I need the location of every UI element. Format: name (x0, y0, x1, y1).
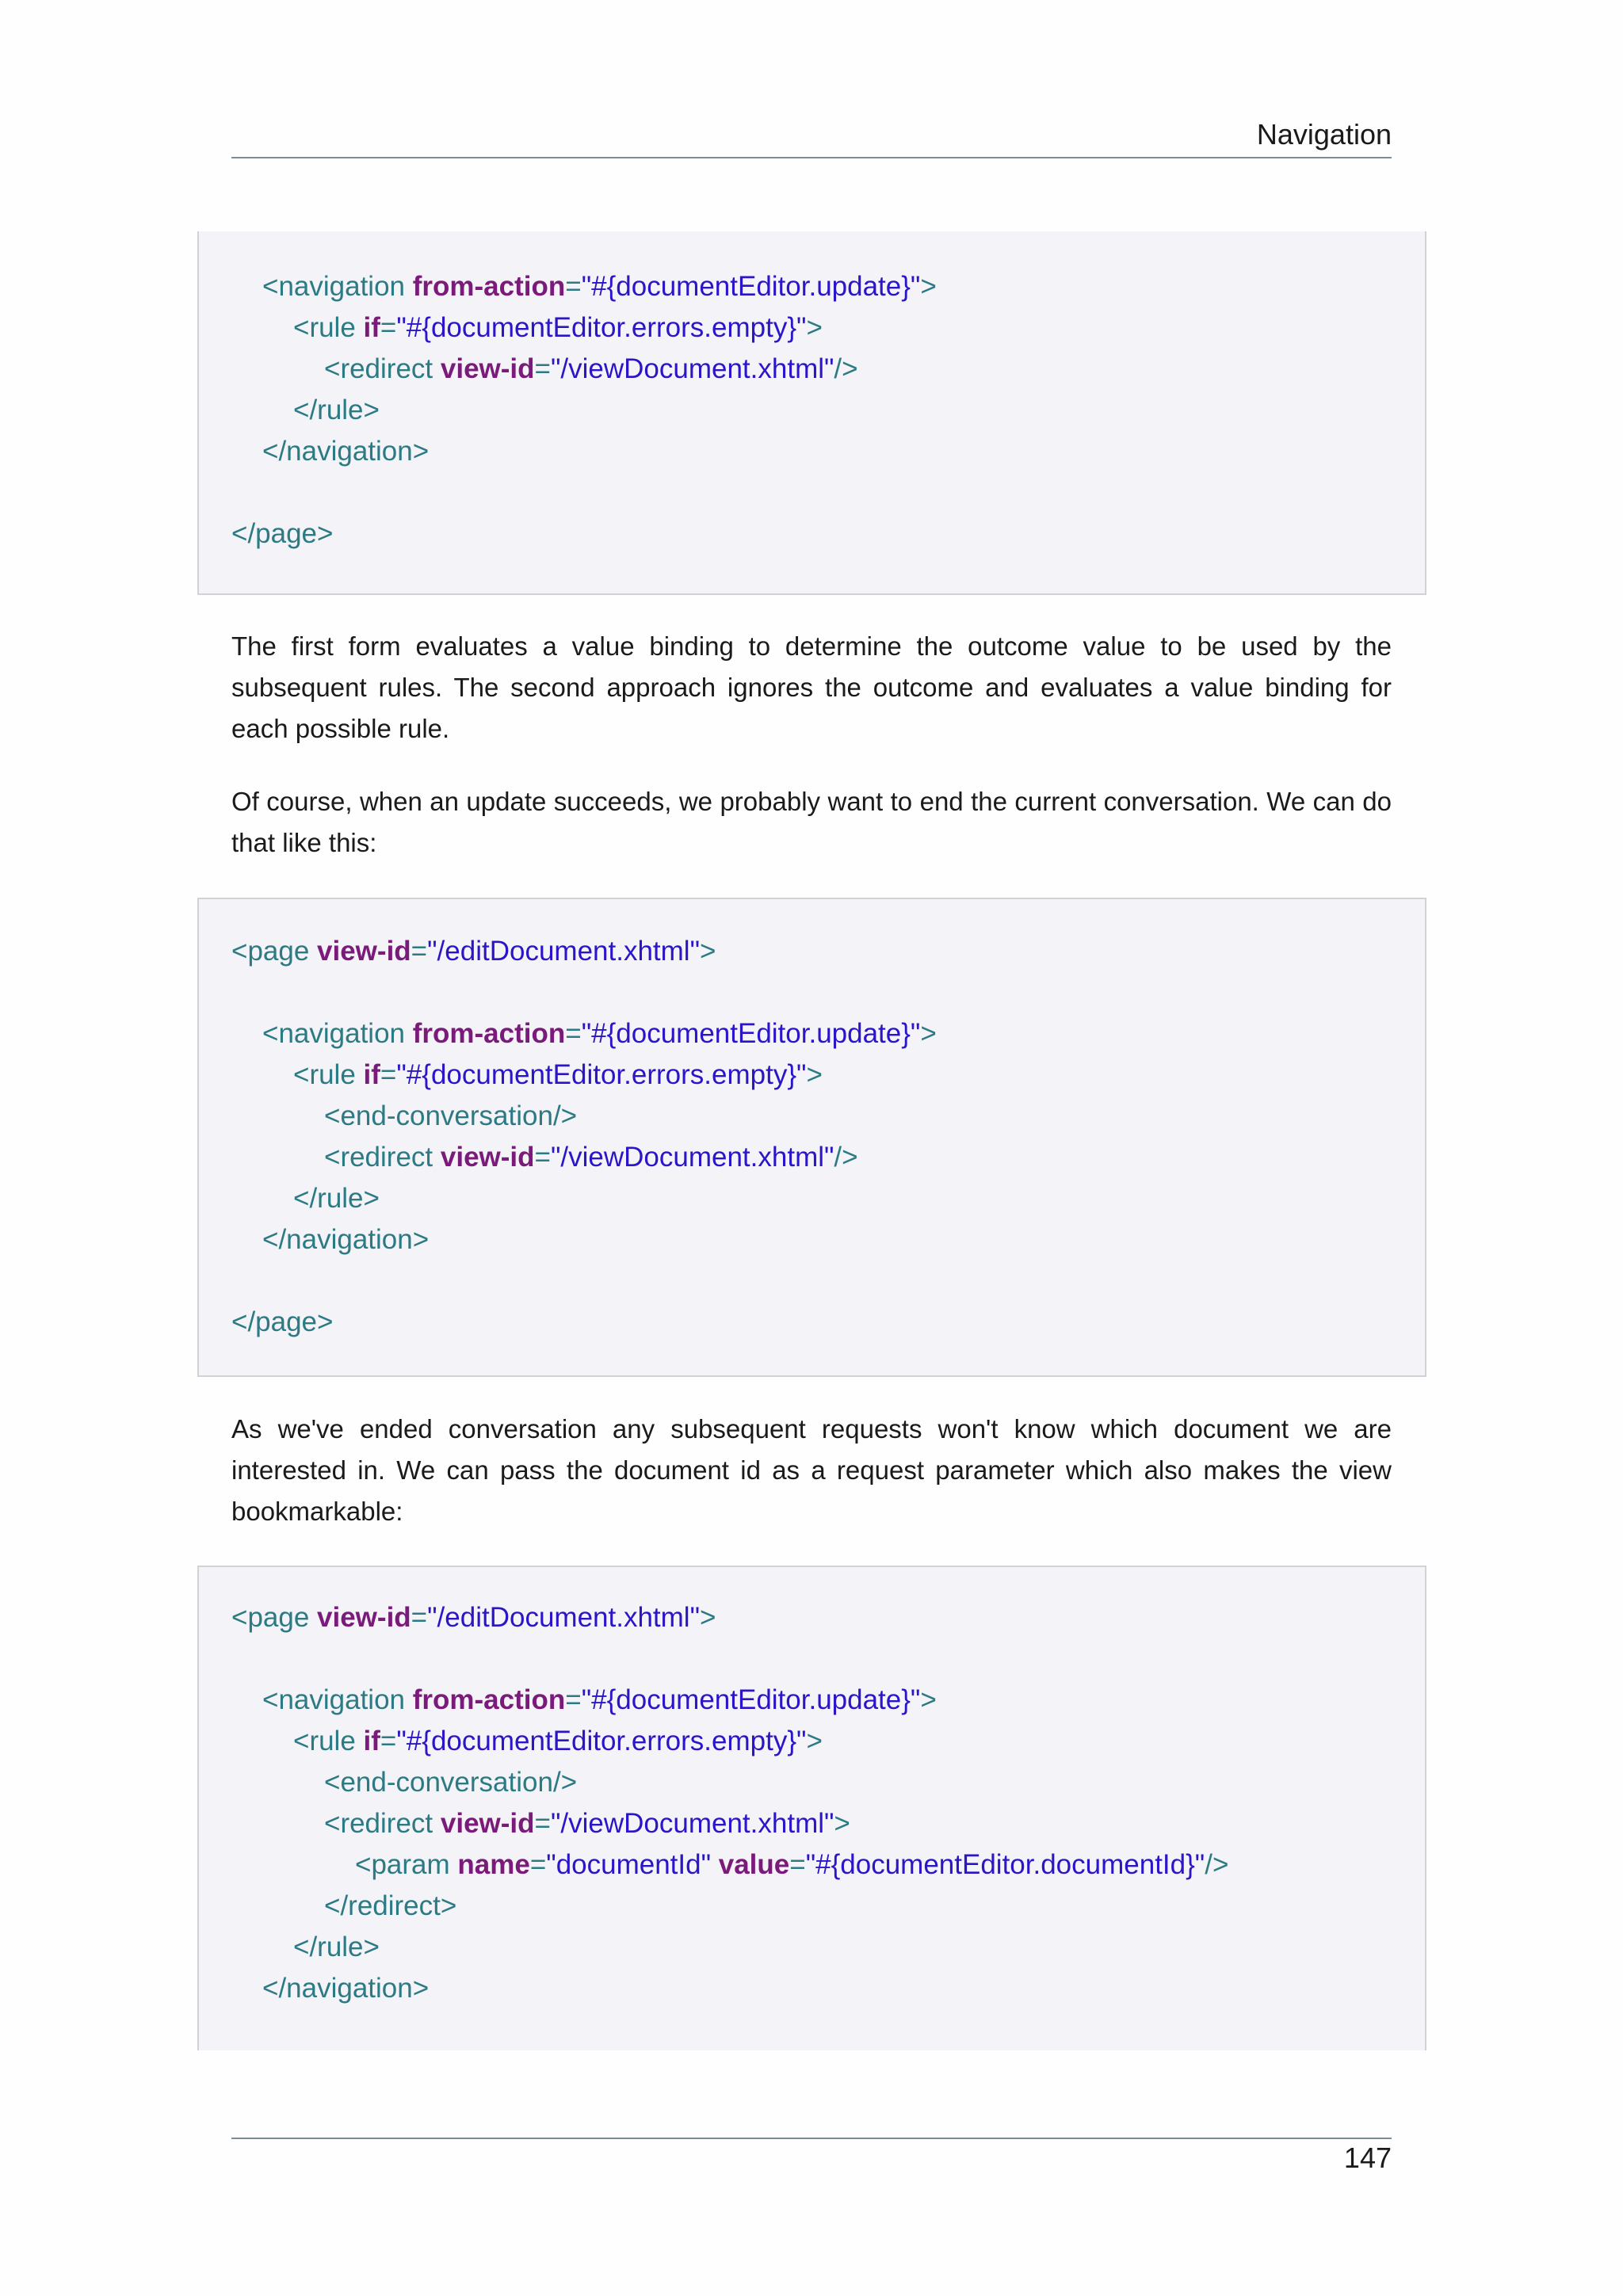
code-token-tag: <navigation (262, 1018, 413, 1049)
code-token-eq: = (534, 1808, 551, 1839)
footer-rule (231, 2138, 1392, 2139)
code-token-tag: > (806, 312, 823, 343)
code-token-attr: if (363, 312, 380, 343)
code-token-attr: if (363, 1059, 380, 1090)
code-line (324, 1889, 456, 1924)
code-line (293, 393, 380, 428)
code-token-eq: = (565, 1684, 582, 1715)
code-line (262, 434, 429, 469)
code-token-tag: /> (834, 353, 858, 384)
code-token-val: "documentId" (546, 1849, 712, 1880)
code-token-val: "/editDocument.xhtml" (427, 936, 700, 967)
code-token-attr: from-action (412, 1018, 566, 1049)
code-line (262, 1683, 937, 1718)
code-line (324, 1765, 577, 1800)
header-rule (231, 157, 1392, 158)
code-token-attr: view-id (440, 1808, 535, 1839)
code-token-attr: from-action (412, 271, 566, 302)
code-token-tag: > (920, 271, 937, 302)
code-token-tag: <param (355, 1849, 458, 1880)
code-token-attr: name (457, 1849, 530, 1880)
code-token-tag: > (834, 1808, 850, 1839)
code-token-tag: </rule> (293, 395, 380, 425)
code-token-tag: <redirect (324, 353, 441, 384)
code-token-eq: = (565, 1018, 582, 1049)
running-header-title: Navigation (1256, 118, 1392, 151)
code-token-tag: <rule (293, 1726, 364, 1756)
code-token-val: "/viewDocument.xhtml" (550, 353, 834, 384)
code-token-attr: view-id (440, 1142, 535, 1173)
code-token-val: "#{documentEditor.update}" (581, 271, 921, 302)
body-paragraph-1: The first form evaluates a value binding to determine the outcome value to be used by the subsequent rules. The second approach ignores the outcome and evaluates a value binding for each possible rule. (231, 631, 1392, 743)
code-line (262, 269, 937, 304)
code-line (262, 1971, 429, 2006)
code-token-tag: </page> (231, 1306, 334, 1337)
code-token-attr: view-id (317, 936, 411, 967)
code-token-eq: = (380, 1726, 397, 1756)
code-token-eq: = (534, 1142, 551, 1173)
code-token-eq: = (411, 1602, 428, 1633)
page-number: 147 (1343, 2142, 1392, 2174)
code-line (324, 1806, 850, 1841)
code-token-val: "#{documentEditor.documentId}" (805, 1849, 1205, 1880)
code-token-tag: > (700, 1602, 716, 1633)
body-paragraph-3: As we've ended conversation any subsequent requests won't know which document we are interested in. We can pass the document id as a request parameter which also makes the view bookmarkable: (231, 1414, 1392, 1526)
code-line (355, 1848, 1228, 1882)
code-token-val: "/viewDocument.xhtml" (550, 1142, 834, 1173)
code-token-attr: value (718, 1849, 790, 1880)
code-block-1 (197, 231, 1426, 595)
code-token-tag: <redirect (324, 1142, 441, 1173)
code-token-tag: </redirect> (324, 1890, 457, 1921)
code-line (231, 934, 716, 969)
code-token-tag: > (806, 1059, 823, 1090)
code-token-tag: <page (231, 1602, 318, 1633)
code-token-tag: <rule (293, 312, 364, 343)
code-token-val: "#{documentEditor.errors.empty}" (396, 312, 807, 343)
code-token-eq: = (529, 1849, 547, 1880)
code-line (231, 1600, 716, 1635)
code-token-val: "#{documentEditor.update}" (581, 1018, 921, 1049)
code-line (293, 1930, 380, 1965)
code-token-attr: if (363, 1726, 380, 1756)
code-line (262, 1222, 429, 1257)
code-token-val: "#{documentEditor.errors.empty}" (396, 1059, 807, 1090)
code-line (293, 1058, 823, 1093)
code-token-tag (711, 1849, 719, 1880)
code-token-tag: <navigation (262, 1684, 413, 1715)
body-paragraph-2: Of course, when an update succeeds, we probably want to end the current conversation. We can do that like this: (231, 787, 1392, 857)
code-token-tag: > (806, 1726, 823, 1756)
code-token-val: "#{documentEditor.errors.empty}" (396, 1726, 807, 1756)
code-token-eq: = (534, 353, 551, 384)
code-block-3 (197, 1566, 1426, 2050)
code-token-tag: > (920, 1018, 937, 1049)
code-token-tag: /> (834, 1142, 858, 1173)
code-token-tag: </navigation> (262, 436, 430, 467)
code-token-tag: > (700, 936, 716, 967)
code-token-eq: = (565, 271, 582, 302)
code-token-val: "/editDocument.xhtml" (427, 1602, 700, 1633)
code-token-tag: <rule (293, 1059, 364, 1090)
code-token-tag: </navigation> (262, 1224, 430, 1255)
code-token-tag: <end-conversation/> (324, 1767, 578, 1798)
code-line (231, 1305, 333, 1340)
code-line (324, 352, 858, 387)
code-line (324, 1140, 858, 1175)
code-token-attr: view-id (317, 1602, 411, 1633)
code-token-tag: <redirect (324, 1808, 441, 1839)
code-token-tag: /> (1205, 1849, 1229, 1880)
code-line (231, 517, 333, 551)
code-token-eq: = (380, 1059, 397, 1090)
code-token-tag: </rule> (293, 1183, 380, 1214)
code-line (324, 1099, 577, 1134)
code-token-eq: = (380, 312, 397, 343)
code-line (293, 311, 823, 345)
code-token-eq: = (411, 936, 428, 967)
code-line (262, 1016, 937, 1051)
code-line (293, 1724, 823, 1759)
code-token-tag: <page (231, 936, 318, 967)
code-token-attr: view-id (440, 353, 535, 384)
code-token-tag: </rule> (293, 1932, 380, 1962)
code-token-val: "#{documentEditor.update}" (581, 1684, 921, 1715)
code-line (293, 1181, 380, 1216)
code-token-tag: </navigation> (262, 1973, 430, 2004)
code-token-val: "/viewDocument.xhtml" (550, 1808, 834, 1839)
code-token-tag: </page> (231, 518, 334, 549)
code-token-tag: > (920, 1684, 937, 1715)
code-token-attr: from-action (412, 1684, 566, 1715)
code-block-2 (197, 898, 1426, 1377)
code-token-tag: <navigation (262, 271, 413, 302)
code-token-tag: <end-conversation/> (324, 1100, 578, 1131)
code-token-eq: = (789, 1849, 806, 1880)
